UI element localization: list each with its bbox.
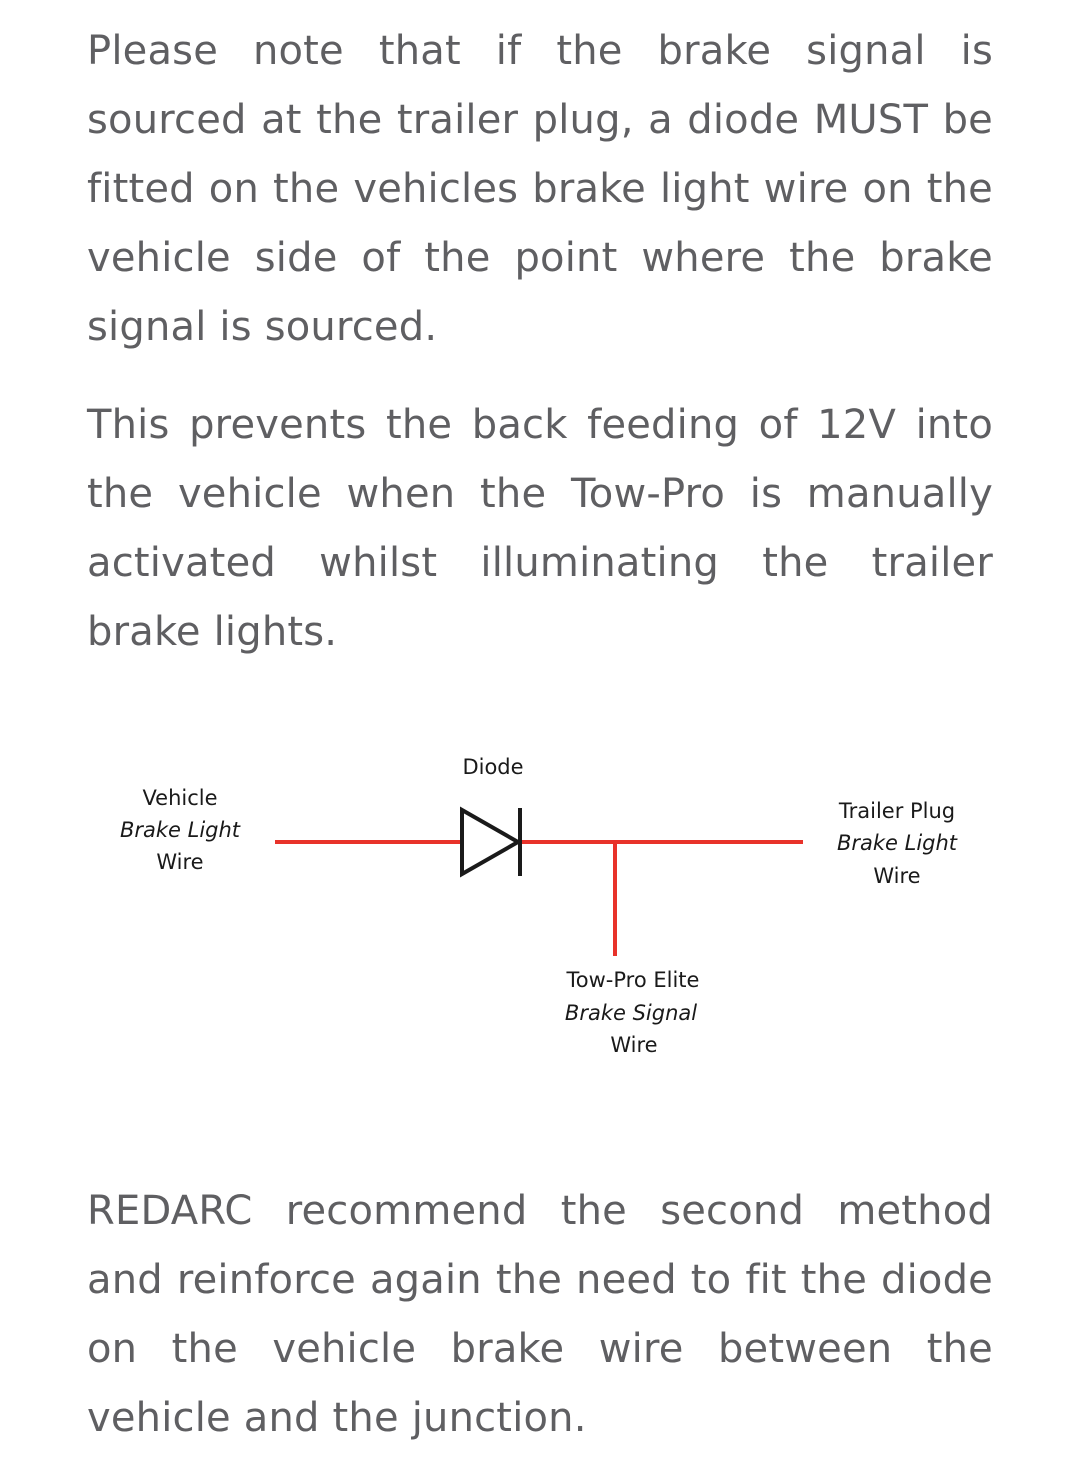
trailer-label-line2: Brake Light (836, 831, 958, 855)
vehicle-label-line1: Vehicle (142, 786, 218, 810)
towpro-label-line1: Tow-Pro Elite (566, 968, 700, 992)
paragraph-back-feeding: This prevents the back feeding of 12V into the vehicle when the Tow-Pro is manually activated whilst illuminating the trailer brake lights. (87, 402, 993, 655)
vehicle-label-line2: Brake Light (119, 818, 241, 842)
trailer-label-line1: Trailer Plug (838, 799, 956, 823)
diode-label: Diode (462, 755, 524, 779)
towpro-label-line3: Wire (610, 1033, 658, 1057)
paragraph-diode-note: Please note that if the brake signal is sourced at the trailer plug, a diode MUST be fitted on the vehicles brake light wire on the vehicle side of the point where the brake signal is sourced. (87, 28, 993, 350)
trailer-label-line3: Wire (873, 864, 921, 888)
vehicle-label-line3: Wire (156, 850, 204, 874)
towpro-label-line2: Brake Signal (564, 1001, 698, 1025)
paragraph-recommendation: REDARC recommend the second method and reinforce again the need to fit the diode on the vehicle brake wire between the vehicle and the junction. (87, 1188, 993, 1441)
diode-icon (462, 808, 520, 876)
wiring-diagram (0, 740, 1079, 1080)
